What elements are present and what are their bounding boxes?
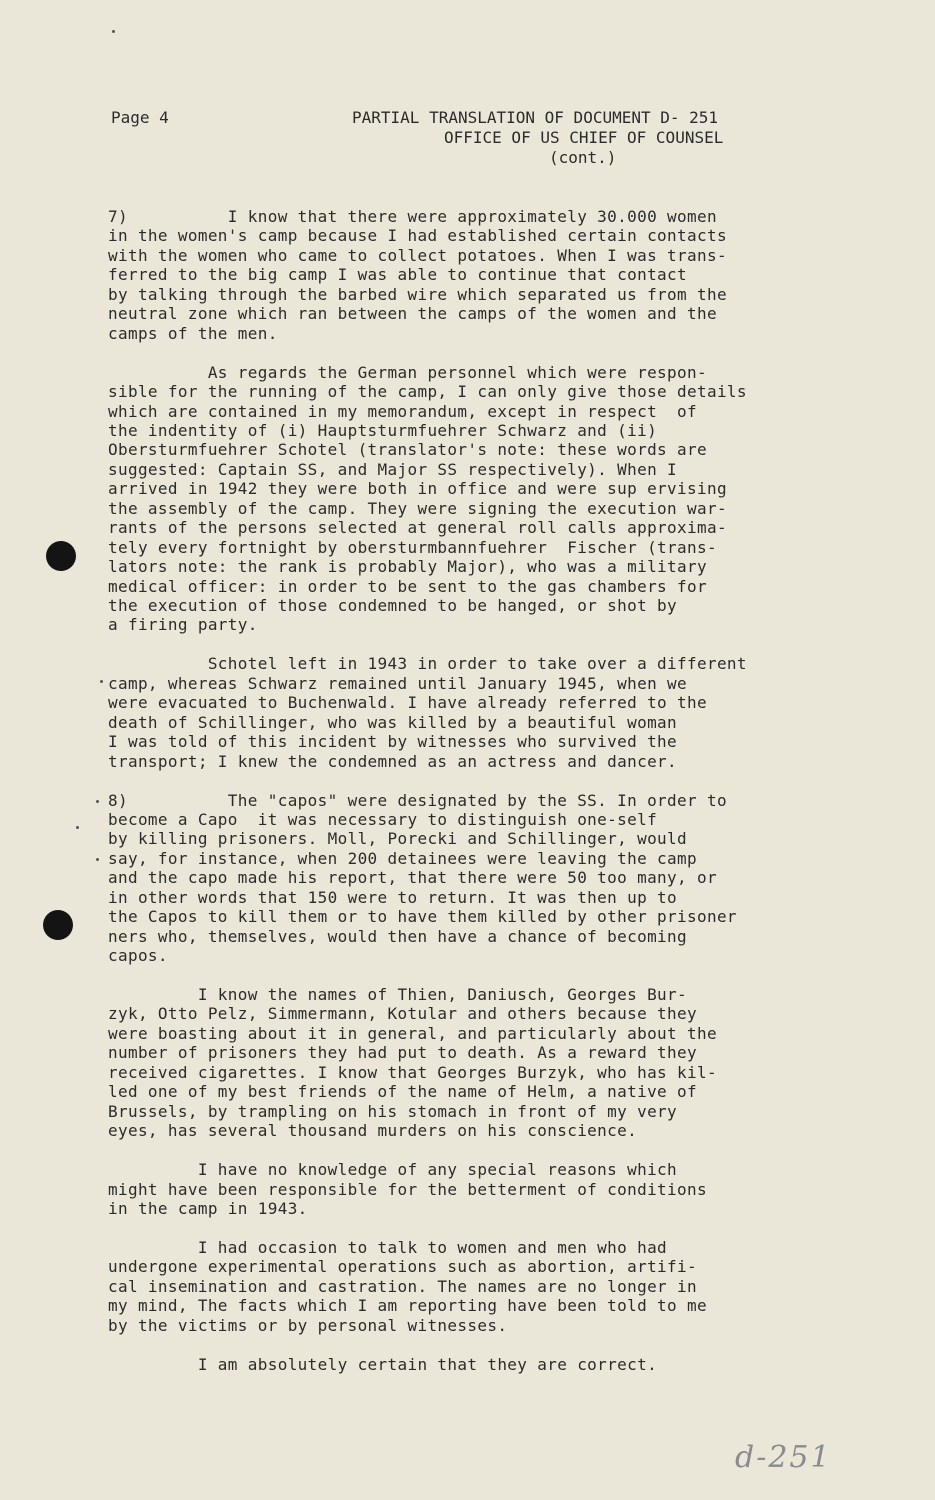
body-line: by talking through the barbed wire which separated us from the <box>108 284 727 304</box>
body-line: my mind, The facts which I am reporting have been told to me <box>108 1296 707 1316</box>
body-line: the Capos to kill them or to have them killed by other prisoner <box>108 907 737 927</box>
body-line: in the women's camp because I had established certain contacts <box>108 226 727 246</box>
body-line: I had occasion to talk to women and men who had <box>108 1237 668 1257</box>
body-line: which are contained in my memorandum, except in respect of <box>108 401 697 421</box>
body-line: rants of the persons selected at general roll calls approxima- <box>108 518 727 538</box>
body-line: medical officer: in order to be sent to the gas chambers for <box>108 576 707 596</box>
body-line: camps of the men. <box>108 323 278 343</box>
body-line: zyk, Otto Pelz, Simmermann, Kotular and others because they <box>108 1004 697 1024</box>
body-line: I am absolutely certain that they are correct. <box>108 1354 658 1374</box>
body-line: sible for the running of the camp, I can only give those details <box>108 382 747 402</box>
document-title <box>352 108 723 168</box>
body-line: by killing prisoners. Moll, Porecki and Schillinger, would <box>108 829 688 849</box>
body-line: Obersturmfuehrer Schotel (translator's note: these words are <box>108 440 707 460</box>
body-line: As regards the German personnel which were respon- <box>108 362 707 382</box>
body-line: in other words that 150 were to return. It was then up to <box>108 887 678 907</box>
body-line: led one of my best friends of the name of Helm, a native of <box>108 1082 697 1102</box>
body-line: a firing party. <box>108 615 258 635</box>
body-line: with the women who came to collect potatoes. When I was trans- <box>108 245 727 265</box>
body-line: the execution of those condemned to be hanged, or shot by <box>108 596 678 615</box>
body-line: undergone experimental operations such as abortion, artifi- <box>108 1257 697 1277</box>
body-line: become a Capo it was necessary to distinguish one-self <box>108 809 658 829</box>
paper-speck <box>112 30 115 33</box>
body-line: arrived in 1942 they were both in office and were sup ervising <box>108 479 727 499</box>
body-line: I know the names of Thien, Daniusch, Georges Bur- <box>108 985 688 1004</box>
body-line: I have no knowledge of any special reasons which <box>108 1160 678 1180</box>
body-line: 8) The "capos" were designated by the SS. In order to <box>108 790 727 810</box>
body-line: were boasting about it in general, and particularly about the <box>108 1023 717 1043</box>
body-line: eyes, has several thousand murders on his conscience. <box>108 1121 638 1141</box>
title-line-2: OFFICE OF US CHIEF OF COUNSEL <box>444 128 724 147</box>
punch-hole <box>43 910 73 940</box>
body-line: were evacuated to Buchenwald. I have already referred to the <box>108 693 707 713</box>
body-line: say, for instance, when 200 detainees were leaving the camp <box>108 848 697 868</box>
body-line: and the capo made his report, that there were 50 too many, or <box>108 868 717 888</box>
body-line: might have been responsible for the betterment of conditions <box>108 1179 707 1199</box>
body-line: suggested: Captain SS, and Major SS respectively). When I <box>108 459 678 479</box>
paper-speck <box>76 826 79 829</box>
body-line: capos. <box>108 946 168 966</box>
body-line: transport; I knew the condemned as an actress and dancer. <box>108 751 678 771</box>
paper-speck <box>100 680 103 683</box>
punch-hole <box>46 541 76 571</box>
paper-speck <box>96 858 99 861</box>
body-line: camp, whereas Schwarz remained until January 1945, when we <box>108 673 688 693</box>
body-line: death of Schillinger, who was killed by a beautiful woman <box>108 712 678 732</box>
body-line: number of prisoners they had put to death. As a reward they <box>108 1043 697 1063</box>
body-line: the assembly of the camp. They were signing the execution war- <box>108 498 727 518</box>
body-line: received cigarettes. I know that Georges Burzyk, who has kil- <box>108 1062 717 1082</box>
body-line: the indentity of (i) Hauptsturmfuehrer Schwarz and (ii) <box>108 420 658 440</box>
body-line: neutral zone which ran between the camps of the women and the <box>108 304 717 324</box>
handwritten-annotation: d-251 <box>735 1440 832 1475</box>
body-line: ferred to the big camp I was able to continue that contact <box>108 265 688 285</box>
title-line-3: (cont.) <box>549 148 617 167</box>
body-line: ners who, themselves, would then have a chance of becoming <box>108 926 688 946</box>
body-line: Schotel left in 1943 in order to take over a different <box>108 654 747 674</box>
page-number: Page 4 <box>111 108 169 127</box>
paper-speck <box>96 800 99 803</box>
body-line: 7) I know that there were approximately 30.000 women <box>108 207 717 226</box>
body-line: Brussels, by trampling on his stomach in front of my very <box>108 1101 678 1121</box>
body-line: I was told of this incident by witnesses who survived the <box>108 732 678 752</box>
body-line: tely every fortnight by obersturmbannfuehrer Fischer (trans- <box>108 537 717 557</box>
body-line: by the victims or by personal witnesses. <box>108 1315 508 1335</box>
body-line: lators note: the rank is probably Major), who was a military <box>108 557 707 577</box>
body-line: cal insemination and castration. The names are no longer in <box>108 1276 697 1296</box>
title-line-1: PARTIAL TRANSLATION OF DOCUMENT D- 251 <box>352 108 719 127</box>
body-line: in the camp in 1943. <box>108 1198 308 1218</box>
